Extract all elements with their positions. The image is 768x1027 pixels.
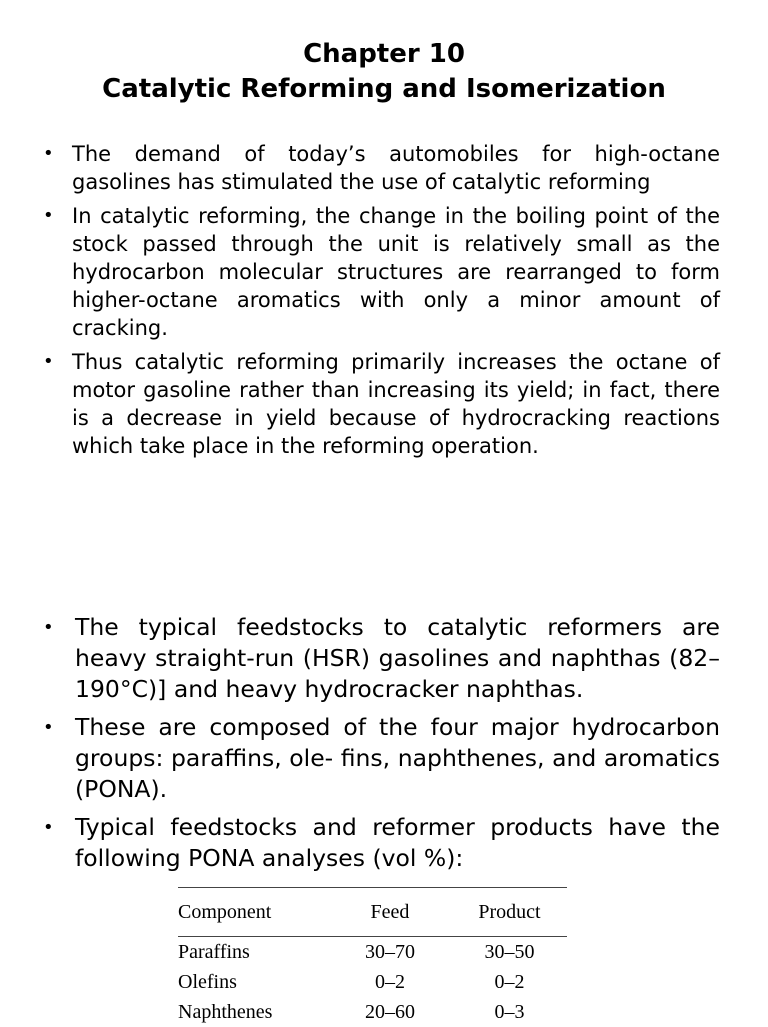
bullet-text: Thus catalytic reforming primarily increases the octane of motor gasoline rather than increasing its yield; in fact, there is a decrease in yield because of hydrocracking reactions which take place in the reforming operation. — [72, 350, 720, 458]
table-row — [178, 937, 567, 967]
column-header-component: Component — [178, 900, 272, 923]
pona-table — [178, 887, 567, 1027]
bullet-item — [0, 812, 720, 874]
intro-bullet-list — [0, 140, 720, 466]
bullet-item — [0, 140, 720, 196]
table-cell: Naphthenes — [178, 1000, 273, 1023]
table-cell: Paraffins — [178, 940, 250, 963]
bullet-icon: • — [43, 717, 54, 738]
bullet-text: In catalytic reforming, the change in the boiling point of the stock passed through the unit is relatively small as the hydrocarbon molecular structures are rearranged to form higher-octane aromatics with only a minor amount of cracking. — [72, 204, 720, 340]
bullet-text: The typical feedstocks to catalytic reformers are heavy straight-run (HSR) gasolines and naphthas (82–190°C)] and heavy hydrocracker naphthas. — [75, 613, 720, 703]
bullet-text: Typical feedstocks and reformer products have the following PONA analyses (vol %): — [75, 813, 720, 872]
chapter-number: Chapter 10 — [303, 39, 465, 69]
table-cell: 20–60 — [365, 1000, 415, 1023]
table-cell: 30–50 — [484, 940, 535, 963]
table-cell: 0–2 — [375, 970, 405, 993]
table-cell: 0–2 — [494, 970, 525, 993]
bullet-item — [0, 348, 720, 460]
bullet-icon: • — [43, 351, 54, 372]
column-header-product: Product — [478, 900, 541, 923]
bullet-item — [0, 712, 720, 805]
table-header-row — [178, 888, 567, 936]
bullet-icon: • — [43, 143, 54, 164]
table-cell: Olefins — [178, 970, 237, 993]
bullet-icon: • — [43, 205, 54, 226]
table-cell: 30–70 — [365, 940, 415, 963]
table-row — [178, 997, 567, 1027]
table-row — [178, 967, 567, 997]
table-cell: 0–3 — [494, 1000, 525, 1023]
bullet-item — [0, 612, 720, 705]
bullet-item — [0, 202, 720, 342]
bullet-icon: • — [43, 817, 54, 838]
column-header-feed: Feed — [370, 900, 410, 923]
bullet-text: The demand of today’s automobiles for high-octane gasolines has stimulated the use of catalytic reforming — [72, 142, 720, 194]
feedstock-bullet-list — [0, 612, 720, 881]
bullet-icon: • — [43, 617, 54, 638]
bullet-text: These are composed of the four major hydrocarbon groups: paraffins, ole- fins, naphthenes, and aromatics (PONA). — [75, 713, 720, 803]
chapter-title: Catalytic Reforming and Isomerization — [102, 74, 666, 104]
